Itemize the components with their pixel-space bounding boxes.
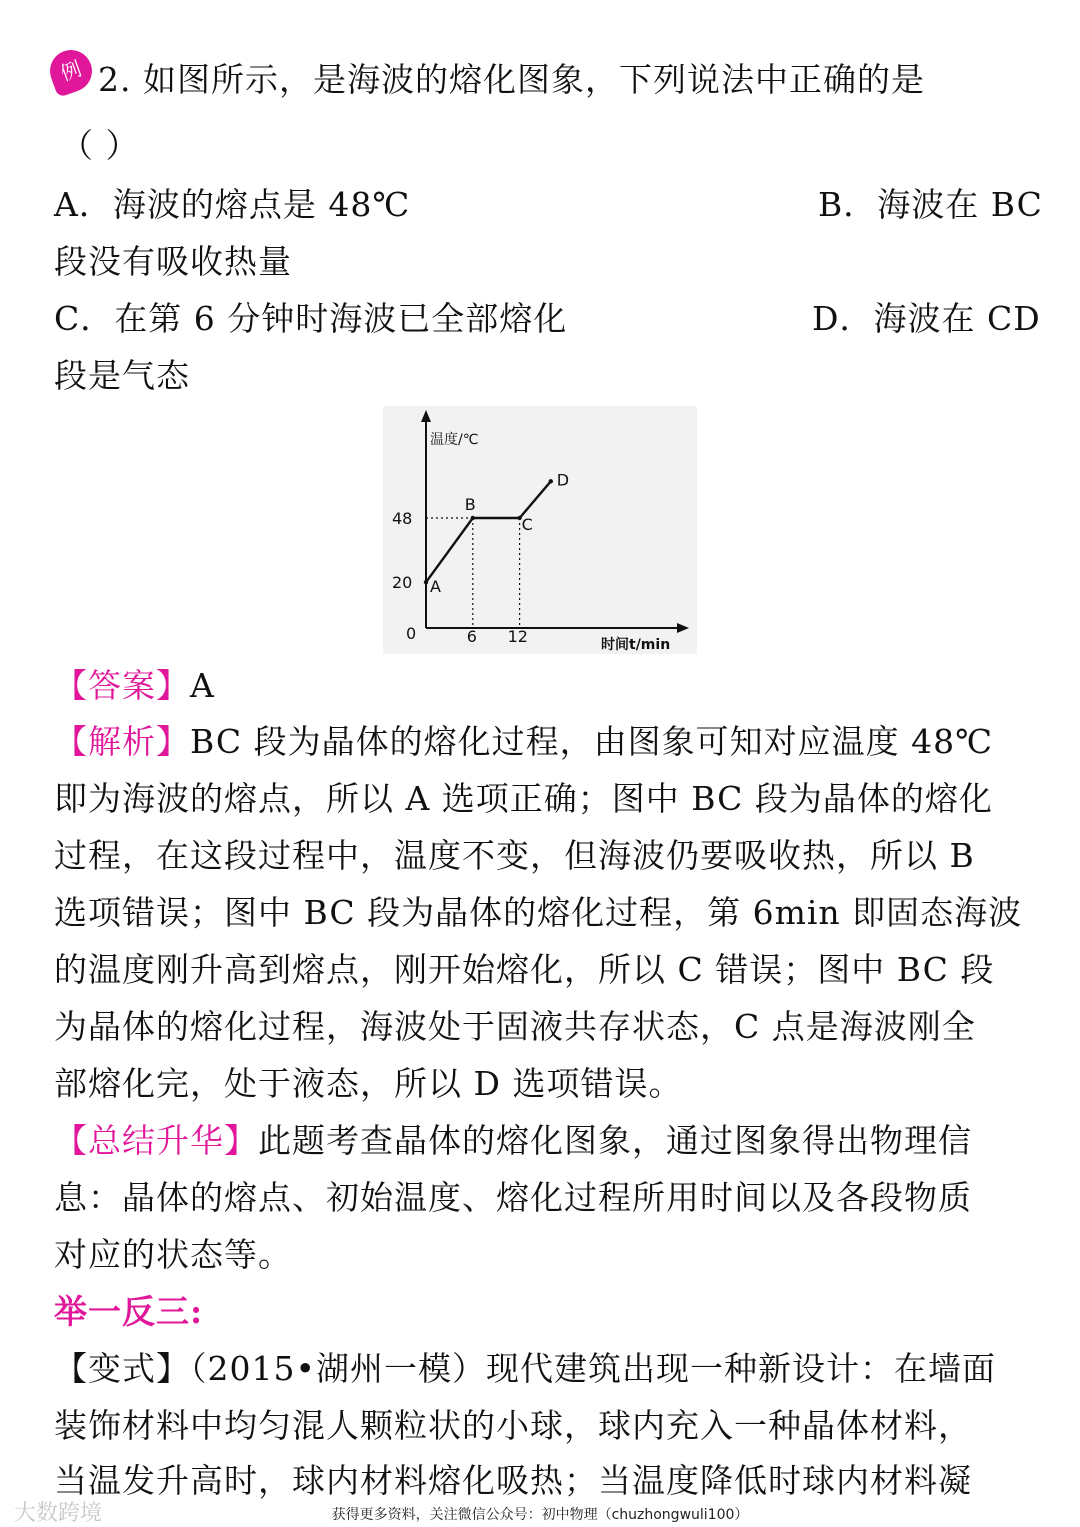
analysis-line-7: 部熔化完，处于液态，所以 D 选项错误。	[54, 1064, 683, 1103]
answer-line	[54, 666, 215, 706]
practice-heading: 举一反三:	[54, 1292, 204, 1331]
option-d-continued: 段是气态	[54, 356, 190, 395]
example-badge: 例	[44, 44, 98, 98]
watermark: 大数跨境	[14, 1501, 103, 1526]
segment-CD	[520, 481, 551, 518]
analysis-line-2: 即为海波的熔点，所以 A 选项正确；图中 BC 段为晶体的熔化	[54, 779, 993, 818]
x-tick-6: 6	[466, 627, 477, 646]
x-axis-arrow	[677, 623, 689, 633]
y-axis-arrow	[421, 410, 431, 422]
summary-line-1	[54, 1121, 972, 1161]
answer-value: A	[190, 666, 215, 705]
option-d: D．海波在 CD	[812, 299, 1041, 338]
melting-curve-figure	[383, 406, 697, 654]
segment-AB	[426, 518, 473, 582]
analysis-line-4: 选项错误；图中 BC 段为晶体的熔化过程，第 6min 即固态海波	[54, 893, 1023, 932]
question-title: 2. 如图所示，是海波的熔化图象，下列说法中正确的是	[98, 60, 925, 99]
practice-line-2: 装饰材料中均匀混人颗粒状的小球，球内充入一种晶体材料，	[54, 1406, 972, 1445]
option-c: C．在第 6 分钟时海波已全部熔化	[54, 299, 568, 338]
y-axis-label: 温度/℃	[430, 432, 479, 448]
answer-parentheses: （ ）	[60, 126, 140, 165]
summary-line-3: 对应的状态等。	[54, 1235, 292, 1274]
x-axis-label: 时间t/min	[601, 637, 671, 653]
option-b: B．海波在 BC	[818, 185, 1043, 224]
answer-label: 【答案】	[54, 666, 190, 705]
x-tick-0: 0	[406, 624, 417, 643]
point-B	[471, 516, 475, 520]
summary-line-2: 息：晶体的熔点、初始温度、熔化过程所用时间以及各段物质	[54, 1178, 972, 1217]
summary-text-1: 此题考查晶体的熔化图象，通过图象得出物理信	[258, 1121, 972, 1160]
analysis-line-3: 过程，在这段过程中，温度不变，但海波仍要吸收热，所以 B	[54, 836, 975, 875]
analysis-line-5: 的温度刚升高到熔点，刚开始熔化，所以 C 错误；图中 BC 段	[54, 950, 995, 989]
practice-line-3: 当温发升高时，球内材料熔化吸热；当温度降低时球内材料凝	[54, 1461, 972, 1500]
y-tick-20: 20	[392, 573, 413, 593]
point-D	[549, 479, 553, 483]
analysis-text-1: BC 段为晶体的熔化过程，由图象可知对应温度 48℃	[190, 722, 993, 761]
analysis-line-1	[54, 722, 993, 762]
x-tick-12: 12	[507, 627, 528, 646]
y-tick-48: 48	[392, 509, 413, 528]
point-label-B: B	[464, 495, 476, 514]
analysis-line-6: 为晶体的熔化过程，海波处于固液共存状态，C 点是海波刚全	[54, 1007, 976, 1046]
option-a: A．海波的熔点是 48℃	[54, 185, 411, 224]
point-label-D: D	[556, 470, 570, 490]
analysis-label: 【解析】	[54, 722, 190, 761]
option-b-continued: 段没有吸收热量	[54, 242, 292, 281]
melting-curve-chart	[383, 406, 697, 654]
point-label-A: A	[430, 577, 441, 597]
summary-label: 【总结升华】	[54, 1121, 258, 1160]
footer-note: 获得更多资料，关注微信公众号：初中物理（chuzhongwuli100）	[331, 1507, 749, 1523]
point-A	[424, 580, 428, 584]
point-label-C: C	[521, 515, 533, 534]
practice-line-1: 【变式】（2015•湖州一模）现代建筑出现一种新设计：在墙面	[54, 1349, 996, 1388]
